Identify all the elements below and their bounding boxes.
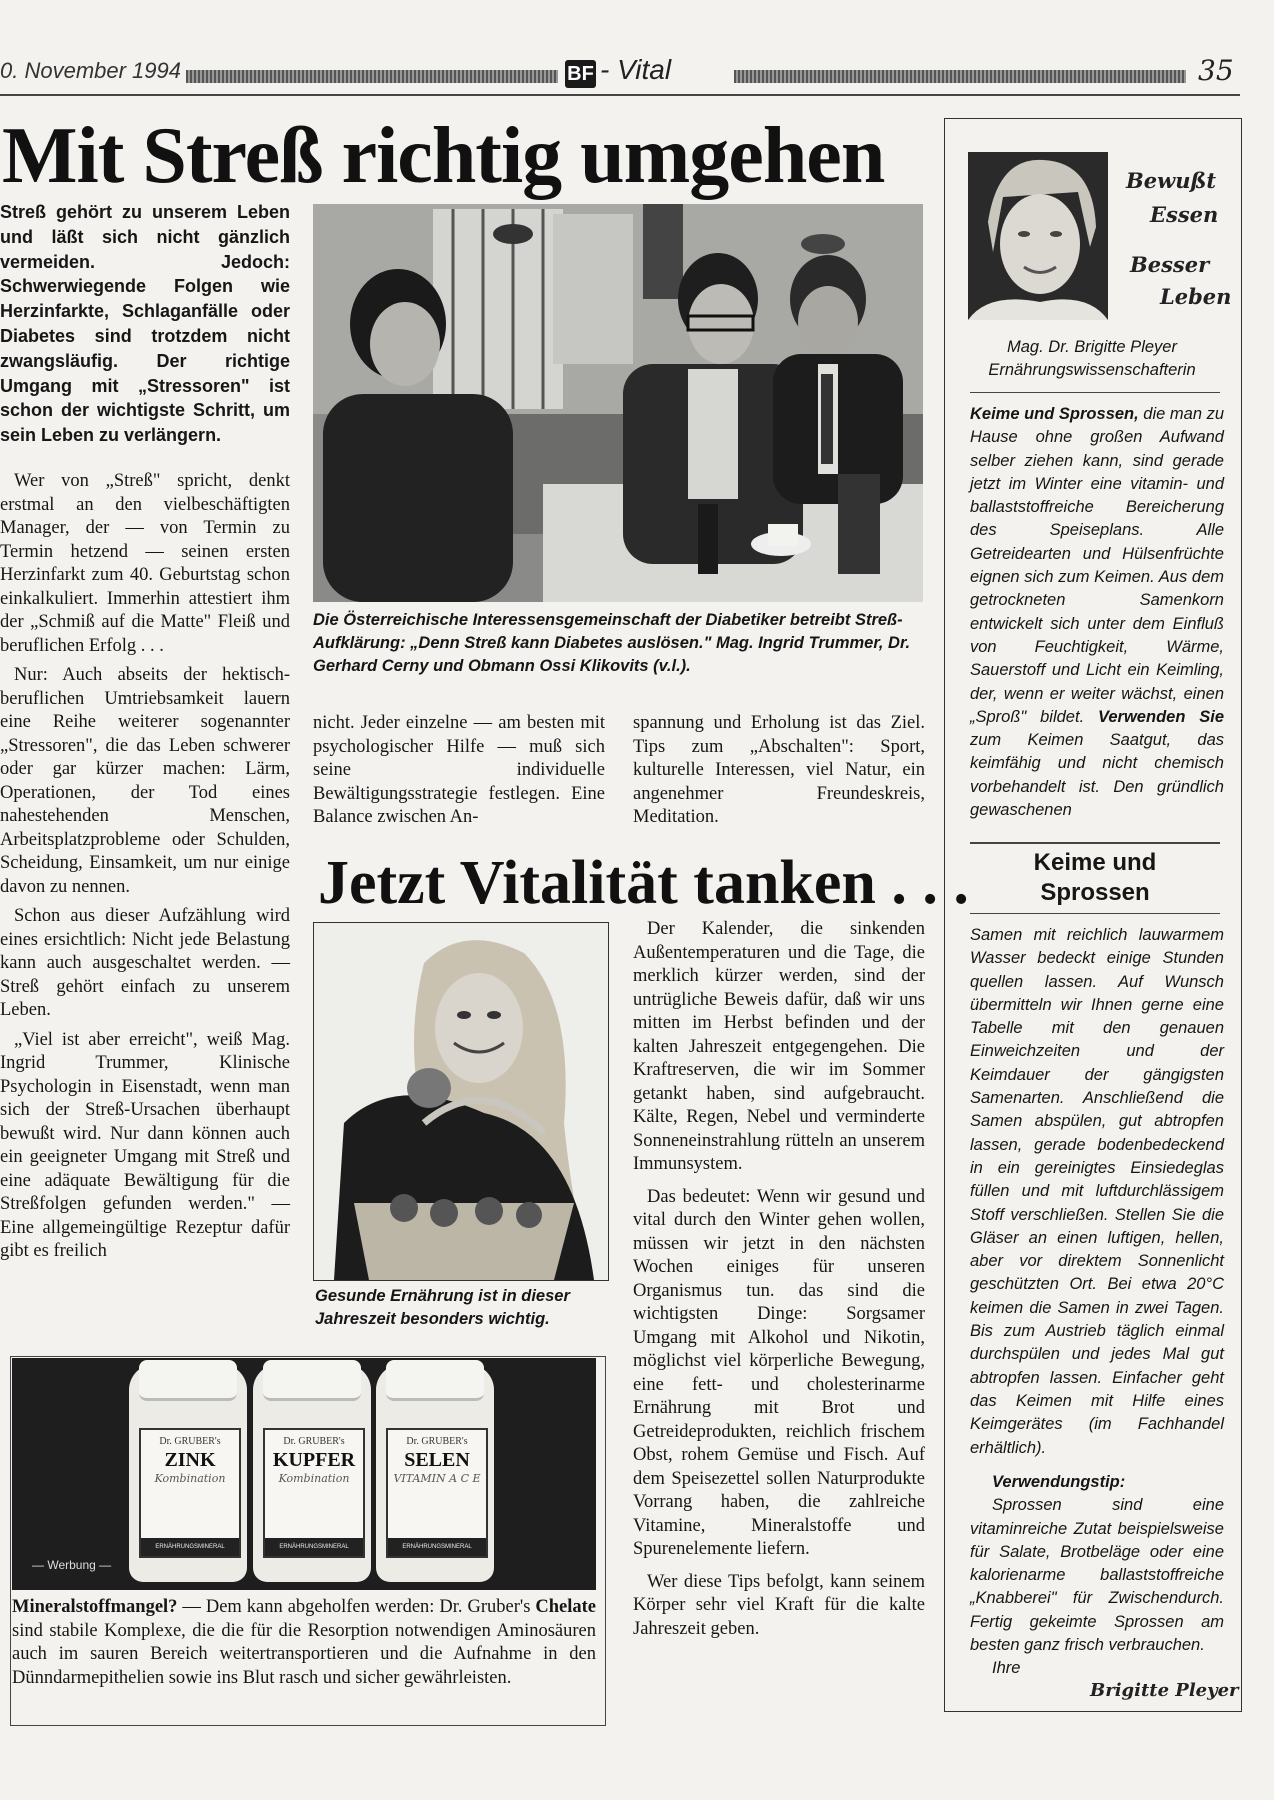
article2-column	[633, 918, 925, 1641]
author-portrait	[968, 152, 1108, 320]
header-rule	[0, 94, 1240, 96]
page-number: 35	[1198, 54, 1234, 87]
ad-text-body: — Dem kann abgeholfen werden: Dr. Gruber's	[177, 1597, 536, 1617]
article1-lead: Streß gehört zu unserem Leben und läßt sich nicht gänzlich vermeiden. Jedoch: Schwerwiegende Folgen wie Herzinfarkte, Schlaganfälle oder Diabetes sind trotzdem nicht zwangsläufig. Der richtige Umgang mit „Stressoren" ist schon der wichtigste Schritt, um sein Leben zu verlängern.	[0, 202, 290, 446]
sidebar-bold: Keime und Sprossen,	[970, 405, 1139, 423]
paragraph: Der Kalender, die sinkenden Außentemperaturen und die Tage, die merklich kürzer werden, sind der untrügliche Beweis dafür, daß wir uns mitten im Herbst befinden und der kalten Jahreszeit entgegengehen. Die Kraftreserven, die wir im Sommer getankt haben, sind aufgebraucht. Kälte, Regen, Nebel und verminderte Sonneneinstrahlung rütteln an unserem Immunsystem.	[633, 919, 925, 1174]
paragraph: Das bedeutet: Wenn wir gesund und vital durch den Winter gehen wollen, müssen wir jetzt in den nächsten Wochen einiges für unseren Organismus tun. das sind die wichtigsten Dinge: Sorgsamer Umgang mit Alkohol und Nikotin, möglichst viel körperliche Bewegung, eine fett- und cholesterinarme Ernährung mit Brot und Getreideprodukten, reichlich frischem Obst, rohem Gemüse und Fisch. Auf dem Speisezettel sollen Naturprodukte Vorrang haben, die zahlreiche Vitamine, Mineralstoffe und Spurenelemente liefern.	[633, 1186, 925, 1559]
article1-column3	[633, 712, 925, 830]
bottle-brand: Dr. GRUBER's	[406, 1436, 468, 1447]
bottle-brand: Dr. GRUBER's	[159, 1436, 221, 1447]
article2-photo-caption: Gesunde Ernährung ist in dieser Jahreszeit besonders wichtig.	[315, 1287, 570, 1328]
paragraph: spannung und Erholung ist das Ziel. Tips zum „Abschalten": Sport, kulturelle Interessen, viel Natur, ein angenehmer Freundeskreis, Meditation.	[633, 713, 925, 827]
paragraph: nicht. Jeder einzelne — am besten mit psychologischer Hilfe — muß sich seine individuelle Bewältigungsstrategie festlegen. Eine Balance zwischen An-	[313, 713, 605, 827]
article1-headline: Mit Streß richtig umgehen	[2, 112, 885, 200]
bottle-band: ERNÄHRUNGSMINERAL	[265, 1538, 363, 1556]
sidebar-intro	[970, 403, 1224, 822]
article1-column2	[313, 712, 605, 830]
paragraph: Wer diese Tips befolgt, kann seinem Körper sehr viel Kraft für die kalte Jahreszeit geben.	[633, 1571, 925, 1639]
article2-headline: Jetzt Vitalität tanken . . .	[318, 849, 969, 917]
motto-line-3: Besser	[1130, 252, 1210, 277]
motto-line-4: Leben	[1160, 284, 1232, 309]
sidebar-body: zum Keimen Saatgut, das keimfähig und nicht chemisch vorbehandelt ist. Den gründlich gewaschenen	[970, 731, 1224, 820]
header-bar-left	[186, 70, 558, 83]
bottle-name: SELEN	[404, 1449, 470, 1471]
paragraph: „Viel ist aber erreicht", weiß Mag. Ingrid Trummer, Klinische Psychologin in Eisenstadt, wenn man sich der Streß-Ursachen überhaupt bewußt wird. Nur dann können auch ein geeigneter Umgang mit Streß und eine adäquate Bewältigung für die Streßfolgen gefunden werden." — Eine allgemeingültige Rezeptur dafür gibt es freilich	[0, 1029, 290, 1261]
diabetes-group-photo	[313, 204, 923, 602]
paragraph: Schon aus dieser Aufzählung wird eines ersichtlich: Nicht jede Belastung kann auch ausgeschaltet werden. — Streß gehört einfach zu unserem Leben.	[0, 906, 290, 1020]
divider	[970, 842, 1220, 844]
box-title: Keime und Sprossen	[1033, 849, 1157, 906]
motto-line-2: Essen	[1150, 202, 1219, 227]
article1-photo-caption: Die Österreichische Interessensgemeinschaft der Diabetiker betreibt Streß-Aufklärung: „Denn Streß kann Diabetes auslösen." Mag. Ingrid Trummer, Dr. Gerhard Cerny und Obmann Ossi Klikovits (v.l.).	[313, 611, 911, 675]
bottle-subtitle: Kombination	[154, 1472, 226, 1485]
ad-label: — Werbung —	[32, 1558, 112, 1572]
sprouting-instructions: Samen mit reichlich lauwarmem Wasser bedeckt einige Stunden quellen lassen. Auf Wunsch übermitteln wir Ihnen gerne eine Tabelle mit den genauen Einweichzeiten und der Keimdauer der gängigsten Samenarten. Anschließend die Samen abspülen, gut abtropfen lassen, gerade bodenbedeckend in ein gereinigtes Einsiedeglas füllen und mit luftdurchlässigem Stoff verschließen. Stellen Sie die Gläser an einen luftigen, hellen, aber vor direktem Sonnenlicht geschützten Ort. Bei etwa 20°C keimen die Samen in zwei Tagen. Bis zum Austrieb täglich einmal durchspülen und jedes Mal gut abtropfen lassen. Einfacher geht das Keimen mit Hilfe eines Keimgerätes (im Fachhandel erhältlich).	[970, 926, 1224, 1457]
author-signature: Brigitte Pleyer	[1090, 1680, 1239, 1701]
bottle-subtitle: VITAMIN A C E	[393, 1472, 481, 1485]
portrait-illustration	[968, 152, 1108, 320]
tip-text: Sprossen sind eine vitaminreiche Zutat beispielsweise für Salate, Brotbeläge oder eine kalorienarme ballaststoffreiche „Knabberei" für Zwischendurch. Fertig gekeimte Sprossen am besten ganz frisch verbrauchen.	[970, 1496, 1224, 1655]
author-name: Mag. Dr. Brigitte Pleyer	[1007, 338, 1177, 356]
paragraph: Nur: Auch abseits der hektisch-beruflichen Umtriebsamkeit lauern eine Reihe weiterer sogenannter „Stressoren", die das Leben schwerer oder gar kürzer machen: Lärm, Operationen, der Tod eines nahestehenden Menschen, Arbeitsplatzprobleme oder Schulden, Scheidung, Einsamkeit, um nur einige davon zu nennen.	[0, 665, 290, 897]
bottle-band: ERNÄHRUNGSMINERAL	[141, 1538, 239, 1556]
ad-text-body: sind stabile Komplexe, die die für die Resorption notwendigen Aminosäuren auch im sauren Bereich weitertransportieren und die Aufnahme in den Dünndarmepithelien sowie ins Blut rasch und sicher gewährleisten.	[12, 1620, 596, 1688]
author-byline	[944, 336, 1240, 382]
divider	[970, 913, 1220, 914]
bottle-brand: Dr. GRUBER's	[283, 1436, 345, 1447]
bottle-name: KUPFER	[272, 1449, 356, 1471]
photo-illustration	[314, 923, 608, 1280]
paragraph: Wer von „Streß" spricht, denkt erstmal an den vielbeschäftigten Manager, der — von Termin zu Termin hetzend — seinen ersten Herzinfarkt zum 40. Geburtstag schon einkalkuliert. Immerhin attestiert ihm der „Schmiß auf die Matte" Fleiß und beruflichen Erfolg . . .	[0, 471, 290, 656]
motto-line-1: Bewußt	[1126, 168, 1217, 193]
ad-text-bold: Mineralstoffmangel?	[12, 1597, 178, 1617]
bottle-name: ZINK	[164, 1449, 216, 1471]
closing: Ihre	[992, 1659, 1021, 1678]
header-bar-right	[734, 70, 1186, 83]
publication-logo: BF	[565, 60, 596, 88]
section-name: - Vital	[600, 54, 672, 85]
usage-tip	[970, 1471, 1224, 1681]
bottle-subtitle: Kombination	[278, 1472, 350, 1485]
tip-title: Verwendungstip:	[992, 1473, 1126, 1491]
photo-illustration	[313, 204, 923, 602]
woman-with-basket-photo	[313, 922, 609, 1281]
sidebar-bold: Verwenden Sie	[1097, 707, 1224, 726]
ad-border	[10, 1356, 606, 1726]
author-title: Ernährungswissenschafterin	[988, 361, 1196, 379]
ad-text-bold: Chelate	[535, 1597, 596, 1617]
divider	[970, 392, 1220, 393]
bottle-band: ERNÄHRUNGSMINERAL	[388, 1538, 486, 1556]
sidebar-body: die man zu Hause ohne großen Aufwand selber ziehen kann, sind gerade jetzt im Winter eine vitamin- und ballaststoffreiche Bereicherung des Speiseplans. Alle Getreidearten und Hülsenfrüchte eignen sich zum Keimen. Aus dem getrockneten Samenkorn entwickelt sich unter dem Einfluß von Feuchtigkeit, Wärme, Sauerstoff und Licht ein Keimling, der, wenn er weiter wächst, einen „Sproß" bildet.	[970, 405, 1225, 726]
article1-column1	[0, 470, 290, 1264]
issue-date: 0. November 1994	[0, 58, 181, 83]
